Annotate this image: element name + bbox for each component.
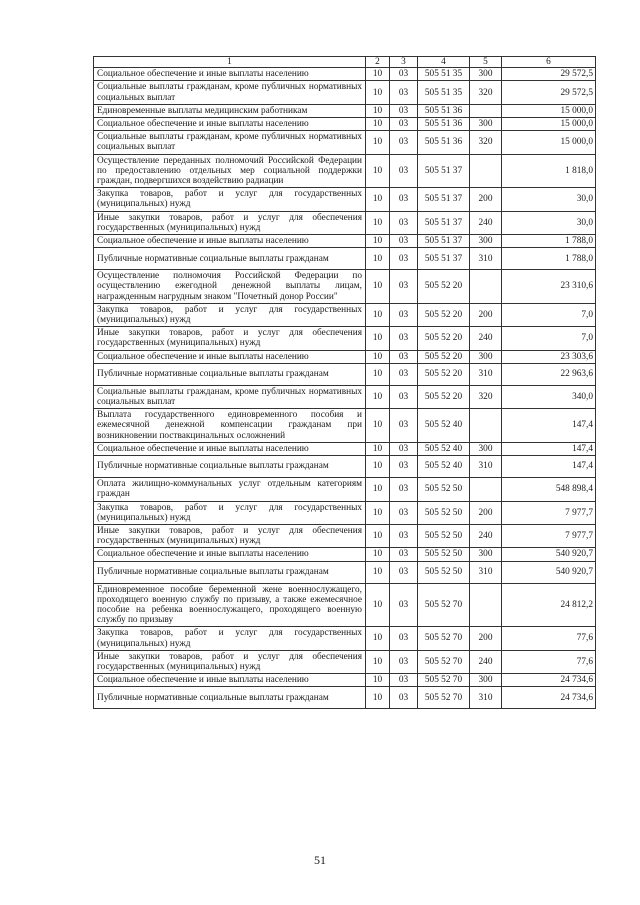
row-name: Закупка товаров, работ и услуг для государственных (муниципальных) нужд	[94, 188, 366, 211]
row-target-code: 505 51 36	[418, 118, 470, 131]
row-subsection: 03	[390, 154, 418, 188]
row-amount: 147,4	[502, 456, 596, 478]
row-name: Публичные нормативные социальные выплаты гражданам	[94, 363, 366, 385]
row-subsection: 03	[390, 68, 418, 81]
document-page	[93, 56, 595, 709]
row-target-code: 505 52 20	[418, 327, 470, 350]
row-amount: 77,6	[502, 627, 596, 650]
row-subsection: 03	[390, 409, 418, 443]
row-section: 10	[366, 188, 390, 211]
table-row	[94, 687, 596, 709]
table-row	[94, 478, 596, 501]
table-row	[94, 650, 596, 673]
row-amount: 24 734,6	[502, 674, 596, 687]
row-name: Иные закупки товаров, работ и услуг для обеспечения государственных (муниципальных) нужд	[94, 327, 366, 350]
header-col-2: 2	[366, 57, 390, 68]
table-row	[94, 524, 596, 547]
row-subsection: 03	[390, 104, 418, 117]
row-expense-type: 240	[470, 650, 502, 673]
row-name: Социальное обеспечение и иные выплаты населению	[94, 68, 366, 81]
table-row	[94, 303, 596, 326]
row-subsection: 03	[390, 442, 418, 455]
row-section: 10	[366, 68, 390, 81]
row-subsection: 03	[390, 211, 418, 234]
table-row	[94, 81, 596, 104]
row-expense-type: 310	[470, 248, 502, 270]
row-name: Единовременное пособие беременной жене военнослужащего, проходящего военную службу по призыву, а также ежемесячное пособие на ребенка военнослужащего, проходящего военную службу по призыву	[94, 583, 366, 627]
row-subsection: 03	[390, 188, 418, 211]
row-target-code: 505 52 40	[418, 456, 470, 478]
table-row	[94, 456, 596, 478]
header-col-1: 1	[94, 57, 366, 68]
row-section: 10	[366, 327, 390, 350]
row-target-code: 505 52 50	[418, 561, 470, 583]
row-amount: 29 572,5	[502, 68, 596, 81]
table-body	[94, 68, 596, 709]
row-name: Социальное обеспечение и иные выплаты населению	[94, 442, 366, 455]
row-section: 10	[366, 524, 390, 547]
row-expense-type: 300	[470, 350, 502, 363]
row-expense-type: 310	[470, 363, 502, 385]
row-expense-type: 300	[470, 118, 502, 131]
row-amount: 7,0	[502, 327, 596, 350]
row-section: 10	[366, 350, 390, 363]
row-amount: 15 000,0	[502, 131, 596, 154]
row-section: 10	[366, 248, 390, 270]
row-name: Социальные выплаты гражданам, кроме публичных нормативных социальных выплат	[94, 131, 366, 154]
row-section: 10	[366, 131, 390, 154]
row-subsection: 03	[390, 548, 418, 561]
row-subsection: 03	[390, 501, 418, 524]
row-name: Социальное обеспечение и иные выплаты населению	[94, 674, 366, 687]
row-amount: 1 818,0	[502, 154, 596, 188]
row-amount: 15 000,0	[502, 104, 596, 117]
row-section: 10	[366, 548, 390, 561]
row-target-code: 505 51 35	[418, 81, 470, 104]
row-amount: 30,0	[502, 188, 596, 211]
row-subsection: 03	[390, 561, 418, 583]
row-target-code: 505 51 36	[418, 131, 470, 154]
row-expense-type: 320	[470, 81, 502, 104]
row-amount: 24 734,6	[502, 687, 596, 709]
row-target-code: 505 51 35	[418, 68, 470, 81]
row-target-code: 505 52 50	[418, 524, 470, 547]
row-subsection: 03	[390, 350, 418, 363]
row-subsection: 03	[390, 456, 418, 478]
row-amount: 7 977,7	[502, 501, 596, 524]
row-target-code: 505 51 37	[418, 235, 470, 248]
row-amount: 1 788,0	[502, 248, 596, 270]
row-section: 10	[366, 561, 390, 583]
row-subsection: 03	[390, 385, 418, 408]
row-target-code: 505 52 20	[418, 385, 470, 408]
table-row	[94, 235, 596, 248]
row-name: Социальное обеспечение и иные выплаты населению	[94, 548, 366, 561]
row-name: Социальное обеспечение и иные выплаты населению	[94, 350, 366, 363]
row-expense-type: 200	[470, 303, 502, 326]
row-name: Публичные нормативные социальные выплаты гражданам	[94, 248, 366, 270]
row-expense-type: 320	[470, 385, 502, 408]
row-target-code: 505 52 50	[418, 478, 470, 501]
header-col-6: 6	[502, 57, 596, 68]
row-target-code: 505 51 36	[418, 104, 470, 117]
header-col-3: 3	[390, 57, 418, 68]
row-name: Осуществление полномочия Российской Федерации по осуществлению ежегодной денежной выплаты лицам, награжденным нагрудным знаком "Почетный донор России"	[94, 270, 366, 304]
row-section: 10	[366, 674, 390, 687]
row-expense-type: 240	[470, 524, 502, 547]
row-section: 10	[366, 478, 390, 501]
row-section: 10	[366, 385, 390, 408]
row-amount: 24 812,2	[502, 583, 596, 627]
table-row	[94, 561, 596, 583]
row-amount: 30,0	[502, 211, 596, 234]
row-section: 10	[366, 270, 390, 304]
row-subsection: 03	[390, 627, 418, 650]
page-number: 51	[314, 853, 326, 867]
table-row	[94, 442, 596, 455]
row-section: 10	[366, 687, 390, 709]
row-target-code: 505 52 50	[418, 501, 470, 524]
row-amount: 147,4	[502, 442, 596, 455]
row-expense-type	[470, 583, 502, 627]
row-target-code: 505 52 40	[418, 409, 470, 443]
row-section: 10	[366, 409, 390, 443]
row-amount: 548 898,4	[502, 478, 596, 501]
row-section: 10	[366, 501, 390, 524]
row-subsection: 03	[390, 235, 418, 248]
row-name: Оплата жилищно-коммунальных услуг отдельным категориям граждан	[94, 478, 366, 501]
row-name: Публичные нормативные социальные выплаты гражданам	[94, 456, 366, 478]
table-row	[94, 385, 596, 408]
row-amount: 23 310,6	[502, 270, 596, 304]
row-name: Публичные нормативные социальные выплаты гражданам	[94, 561, 366, 583]
table-row	[94, 270, 596, 304]
row-expense-type	[470, 270, 502, 304]
row-subsection: 03	[390, 363, 418, 385]
table-row	[94, 583, 596, 627]
row-expense-type: 300	[470, 548, 502, 561]
header-col-5: 5	[470, 57, 502, 68]
row-target-code: 505 52 40	[418, 442, 470, 455]
table-row	[94, 327, 596, 350]
row-target-code: 505 52 70	[418, 627, 470, 650]
table-row	[94, 501, 596, 524]
row-subsection: 03	[390, 131, 418, 154]
table-row	[94, 627, 596, 650]
row-name: Закупка товаров, работ и услуг для государственных (муниципальных) нужд	[94, 303, 366, 326]
row-subsection: 03	[390, 118, 418, 131]
table-row	[94, 104, 596, 117]
row-amount: 15 000,0	[502, 118, 596, 131]
row-section: 10	[366, 81, 390, 104]
row-expense-type	[470, 154, 502, 188]
row-section: 10	[366, 442, 390, 455]
table-row	[94, 131, 596, 154]
table-row	[94, 409, 596, 443]
row-target-code: 505 52 70	[418, 650, 470, 673]
table-row	[94, 674, 596, 687]
row-name: Осуществление переданных полномочий Российской Федерации по предоставлению отдельных мер социальной поддержки граждан, подвергшихся воздействию радиации	[94, 154, 366, 188]
row-name: Иные закупки товаров, работ и услуг для обеспечения государственных (муниципальных) нужд	[94, 211, 366, 234]
row-subsection: 03	[390, 248, 418, 270]
row-subsection: 03	[390, 674, 418, 687]
table-row	[94, 363, 596, 385]
row-subsection: 03	[390, 303, 418, 326]
row-target-code: 505 52 70	[418, 687, 470, 709]
row-section: 10	[366, 627, 390, 650]
table-row	[94, 68, 596, 81]
row-name: Социальное обеспечение и иные выплаты населению	[94, 235, 366, 248]
row-subsection: 03	[390, 270, 418, 304]
row-subsection: 03	[390, 583, 418, 627]
row-target-code: 505 52 20	[418, 303, 470, 326]
row-amount: 7 977,7	[502, 524, 596, 547]
row-subsection: 03	[390, 687, 418, 709]
row-name: Закупка товаров, работ и услуг для государственных (муниципальных) нужд	[94, 501, 366, 524]
row-section: 10	[366, 118, 390, 131]
budget-table	[93, 56, 596, 709]
row-expense-type: 300	[470, 442, 502, 455]
row-name: Иные закупки товаров, работ и услуг для обеспечения государственных (муниципальных) нужд	[94, 524, 366, 547]
row-name: Социальное обеспечение и иные выплаты населению	[94, 118, 366, 131]
row-amount: 540 920,7	[502, 561, 596, 583]
row-expense-type	[470, 104, 502, 117]
row-expense-type: 300	[470, 235, 502, 248]
row-amount: 340,0	[502, 385, 596, 408]
row-target-code: 505 51 37	[418, 211, 470, 234]
row-expense-type: 200	[470, 188, 502, 211]
row-amount: 77,6	[502, 650, 596, 673]
row-expense-type: 240	[470, 327, 502, 350]
row-subsection: 03	[390, 650, 418, 673]
table-row	[94, 154, 596, 188]
row-expense-type: 200	[470, 627, 502, 650]
row-expense-type: 310	[470, 561, 502, 583]
header-row	[94, 57, 596, 68]
row-expense-type	[470, 478, 502, 501]
row-name: Социальные выплаты гражданам, кроме публичных нормативных социальных выплат	[94, 81, 366, 104]
row-target-code: 505 51 37	[418, 188, 470, 211]
row-section: 10	[366, 583, 390, 627]
row-amount: 7,0	[502, 303, 596, 326]
header-col-4: 4	[418, 57, 470, 68]
row-target-code: 505 52 20	[418, 363, 470, 385]
row-amount: 22 963,6	[502, 363, 596, 385]
row-section: 10	[366, 235, 390, 248]
row-target-code: 505 52 20	[418, 350, 470, 363]
row-target-code: 505 52 20	[418, 270, 470, 304]
row-section: 10	[366, 363, 390, 385]
row-target-code: 505 52 70	[418, 583, 470, 627]
table-row	[94, 118, 596, 131]
row-section: 10	[366, 211, 390, 234]
row-name: Иные закупки товаров, работ и услуг для обеспечения государственных (муниципальных) нужд	[94, 650, 366, 673]
row-target-code: 505 52 50	[418, 548, 470, 561]
row-target-code: 505 51 37	[418, 248, 470, 270]
row-subsection: 03	[390, 524, 418, 547]
row-amount: 29 572,5	[502, 81, 596, 104]
row-section: 10	[366, 650, 390, 673]
row-amount: 1 788,0	[502, 235, 596, 248]
row-section: 10	[366, 456, 390, 478]
row-amount: 23 303,6	[502, 350, 596, 363]
table-row	[94, 188, 596, 211]
table-row	[94, 548, 596, 561]
row-name: Выплата государственного единовременного пособия и ежемесячной денежной компенсации гражданам при возникновении поствакцинальных осложнений	[94, 409, 366, 443]
row-name: Социальные выплаты гражданам, кроме публичных нормативных социальных выплат	[94, 385, 366, 408]
row-section: 10	[366, 104, 390, 117]
row-expense-type: 310	[470, 456, 502, 478]
row-name: Закупка товаров, работ и услуг для государственных (муниципальных) нужд	[94, 627, 366, 650]
table-row	[94, 211, 596, 234]
row-subsection: 03	[390, 327, 418, 350]
row-subsection: 03	[390, 478, 418, 501]
row-expense-type: 200	[470, 501, 502, 524]
row-expense-type: 300	[470, 674, 502, 687]
row-amount: 540 920,7	[502, 548, 596, 561]
table-row	[94, 350, 596, 363]
row-name: Единовременные выплаты медицинским работникам	[94, 104, 366, 117]
row-section: 10	[366, 154, 390, 188]
row-subsection: 03	[390, 81, 418, 104]
row-section: 10	[366, 303, 390, 326]
row-target-code: 505 52 70	[418, 674, 470, 687]
table-header	[94, 57, 596, 68]
row-amount: 147,4	[502, 409, 596, 443]
table-row	[94, 248, 596, 270]
row-expense-type	[470, 409, 502, 443]
row-expense-type: 240	[470, 211, 502, 234]
row-expense-type: 300	[470, 68, 502, 81]
row-expense-type: 310	[470, 687, 502, 709]
row-target-code: 505 51 37	[418, 154, 470, 188]
row-expense-type: 320	[470, 131, 502, 154]
row-name: Публичные нормативные социальные выплаты гражданам	[94, 687, 366, 709]
